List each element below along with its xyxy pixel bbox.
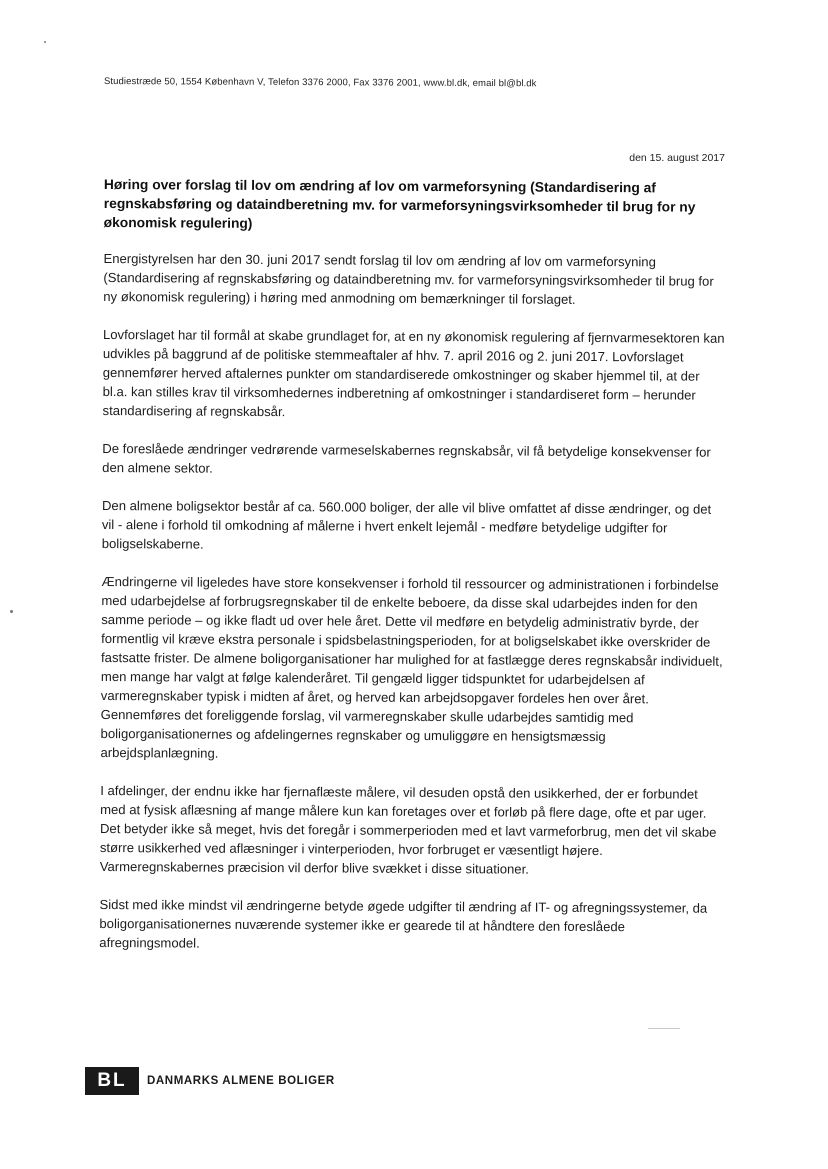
paragraph-2: Lovforslaget har til formål at skabe grundlaget for, at en ny økonomisk regulering af fjernvarmesektoren kan udvikles på baggrund af de politiske stemmeaftaler af hhv. 7. april 2016 og 2. juni 2017. Lovforslaget gennemfører herved aftalernes punkter om standardiserede omkostninger og skaber hjemmel til, at der bl.a. kan stilles krav til virksomhedernes indberetning af omkostninger i standardiseret form – herunder standardisering af regnskabsår.: [102, 326, 725, 420]
scan-speck: [44, 41, 46, 43]
bl-logo: BL: [85, 1067, 139, 1095]
organization-name: DANMARKS ALMENE BOLIGER: [147, 1075, 335, 1087]
letterhead-address: Studiestræde 50, 1554 København V, Telefon 3376 2000, Fax 3376 2001, www.bl.dk, email bl@bl.dk: [103, 76, 537, 90]
paragraph-1: Energistyrelsen har den 30. juni 2017 sendt forslag til lov om ændring af lov om varmeforsyning (Standardisering af regnskabsføring og dataindberetning mv. for varmeforsyningsvirksomheder til brug for ny økonomisk regulering) i høring med anmodning om bemærkninger til forslaget.: [103, 250, 714, 307]
letter-body: [99, 175, 727, 975]
paragraph-3: De foreslåede ændringer vedrørende varmeselskabernes regnskabsår, vil få betydelige konsekvenser for den almene sektor.: [102, 440, 711, 476]
subject-heading: Høring over forslag til lov om ændring af lov om varmeforsyning (Standardisering af regnskabsføring og dataindberetning mv. for varmeforsyningsvirksomheder til brug for ny økonomisk regulering): [103, 176, 696, 231]
paragraph-7: Sidst med ikke mindst vil ændringerne betyde øgede udgifter til ændring af IT- og afregningssystemer, da boligorganisationernes nuværende systemer ikke er gearede til at håndtere den foreslåede afregningsmodel.: [99, 896, 708, 951]
paragraph-5: Ændringerne vil ligeledes have store konsekvenser i forhold til ressourcer og administrationen i forbindelse med udarbejdelse af forbrugsregnskaber til de enkelte beboere, da disse skal udarbejdes inden for den samme periode – og ikke fladt ud over hele året. Dette vil medføre en betydelig administrativ byrde, der formentlig vil kræve ekstra personale i spidsbelastningsperioden, for at boligselskabet ikke overskrider de fastsatte frister. De almene boligorganisationer har mulighed for at fastlægge deres regnskabsår individuelt, men mange har valgt at følge kalenderåret. Til gengæld ligger tidspunktet for udarbejdelsen af varmeregnskaber typisk i midten af året, og herved kan arbejdsopgaver fordeles hen over året. Gennemføres det foreliggende forslag, vil varmeregnskaber skulle udarbejdes samtidig med boligorganisationernes og afdelingernes regnskaber og umuliggøre en hensigtsmæssig arbejdsplanlægning.: [100, 573, 723, 761]
footer: [85, 1066, 335, 1096]
scan-speck: [10, 610, 13, 613]
scan-artifact-line: [648, 1028, 680, 1029]
letter-date: den 15. august 2017: [629, 152, 725, 164]
paragraph-6: I afdelinger, der endnu ikke har fjernaflæste målere, vil desuden opstå den usikkerhed, der er forbundet med at fysisk aflæsning af mange målere kun kan foretages over et forløb på flere dage, ofte et par uger. Det betyder ikke så meget, hvis det foregår i sommerperioden med et lavt varmeforbrug, men det vil skabe større usikkerhed ved aflæsninger i vinterperioden, hvor forbruget er væsentligt højere. Varmeregnskabernes præcision vil derfor blive svækket i disse situationer.: [99, 782, 717, 877]
paragraph-4: Den almene boligsektor består af ca. 560.000 boliger, der alle vil blive omfattet af disse ændringer, og det vil - alene i forhold til omkodning af målerne i hvert enkelt lejemål - medføre betydelige udgifter for boligselskaberne.: [101, 497, 712, 552]
